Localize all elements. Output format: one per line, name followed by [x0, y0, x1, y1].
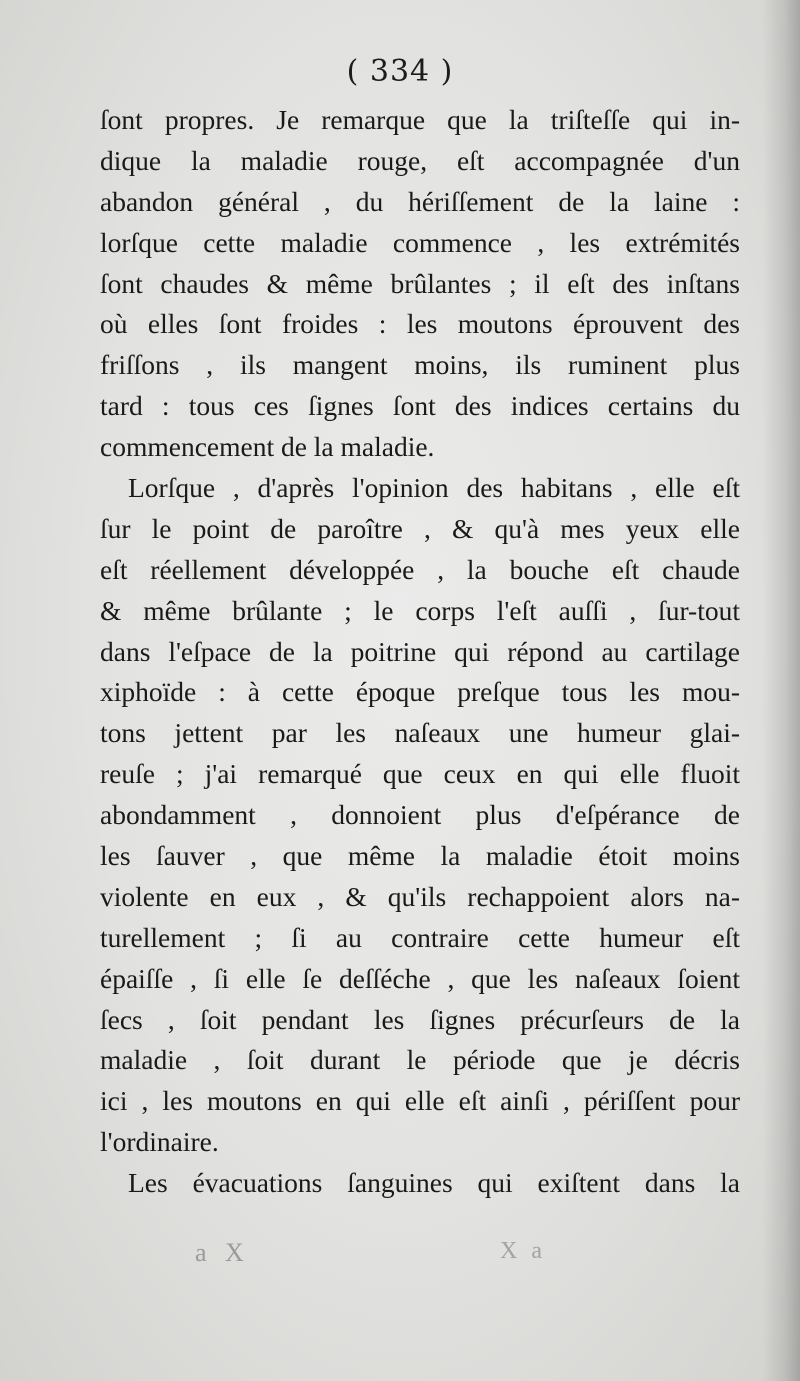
text-line: les ſauver , que même la maladie étoit moins [100, 840, 740, 872]
text-line: abandon général , du hériſſement de la laine : [100, 185, 740, 217]
page-number: ( 334 ) [346, 54, 454, 89]
text-line: lorſque cette maladie commence , les extrémités [100, 226, 740, 258]
text-line: ici , les moutons en qui elle eſt ainſi , périſſent pour [100, 1085, 740, 1117]
text-line: eſt réellement développée , la bouche eſt chaude [100, 553, 740, 585]
text-line: Les évacuations ſanguines qui exiſtent dans la [128, 1167, 740, 1199]
page-edge-shadow [762, 0, 800, 1381]
text-line: où elles ſont froides : les moutons éprouvent des [100, 308, 740, 340]
paragraph-2 [100, 468, 740, 1163]
paragraph-3 [100, 1163, 740, 1204]
text-line: l'ordinaire. [100, 1126, 219, 1158]
text-line: épaiſſe , ſi elle ſe deſſéche , que les naſeaux ſoient [100, 962, 740, 994]
text-line: maladie , ſoit durant le période que je décris [100, 1044, 740, 1076]
text-line: ſont propres. Je remarque que la triſteſſe qui in- [100, 104, 740, 135]
paragraph-1 [100, 100, 740, 468]
body-text [100, 100, 740, 1204]
text-line: ſecs , ſoit pendant les ſignes précurſeurs de la [100, 1003, 740, 1035]
signature-mark-right: X a [500, 1238, 546, 1264]
text-line: dique la maladie rouge, eſt accompagnée d'un [100, 144, 740, 176]
text-line: tons jettent par les naſeaux une humeur glai- [100, 717, 740, 749]
text-line: tard : tous ces ſignes ſont des indices certains du [100, 390, 740, 422]
text-line: ſur le point de paroître , & qu'à mes yeux elle [100, 512, 740, 544]
text-line: friſſons , ils mangent moins, ils ruminent plus [100, 349, 740, 381]
text-line: Lorſque , d'après l'opinion des habitans , elle eſt [128, 472, 740, 504]
text-line: abondamment , donnoient plus d'eſpérance de [100, 799, 740, 831]
text-line: ſont chaudes & même brûlantes ; il eſt des inſtans [100, 267, 740, 299]
text-line: xiphoïde : à cette époque preſque tous les mou- [100, 676, 740, 708]
text-line: violente en eux , & qu'ils rechappoient alors na- [100, 880, 740, 912]
signature-mark-left: a X [195, 1238, 250, 1267]
text-line: dans l'eſpace de la poitrine qui répond au cartilage [100, 635, 740, 667]
text-line: & même brûlante ; le corps l'eſt auſſi , ſur-tout [100, 594, 740, 626]
text-line: reuſe ; j'ai remarqué que ceux en qui elle fluoit [100, 758, 740, 790]
text-line: commencement de la maladie. [100, 431, 435, 463]
text-line: turellement ; ſi au contraire cette humeur eſt [100, 921, 740, 953]
